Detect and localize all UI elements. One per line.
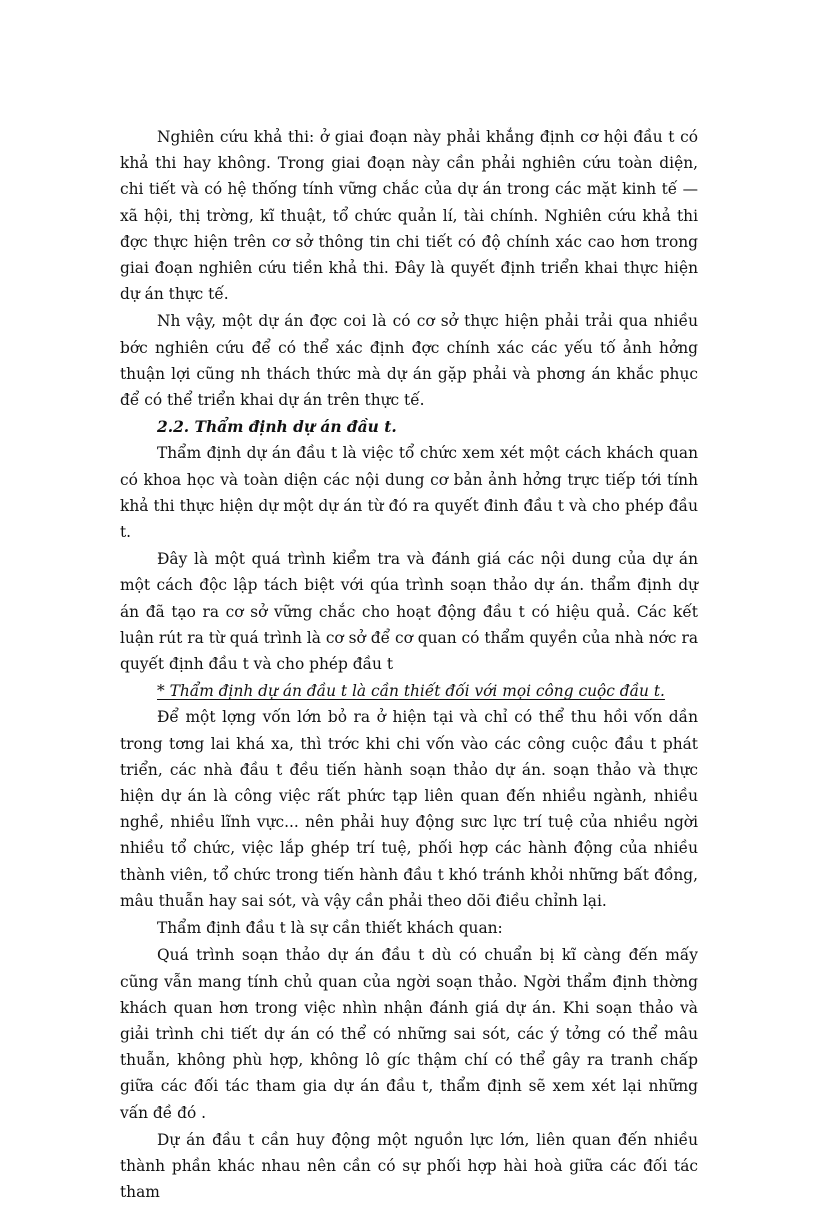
paragraph-appraisal-definition: Thẩm định dự án đầu t là việc tổ chức xem xét một cách khách quan có khoa học và toàn diện các nội dung cơ bản ảnh hởng trực tiếp tới tính khả thi thực hiện dự một dự án từ đó ra quyết đinh đầu t và cho phép đầu t. [120,444,698,542]
document-page [120,124,698,1206]
paragraph-resource-mobilization: Dự án đầu t cần huy động một nguồn lực lớn, liên quan đến nhiều thành phần khác nhau nên cần có sự phối hợp hài hoà giữa các đối tác tham [120,1130,698,1202]
paragraph-project-basis: Nh vậy, một dự án đợc coi là có cơ sở thực hiện phải trải qua nhiều bớc nghiên cứu để có thể xác định đợc chính xác các yếu tố ảnh hởng thuận lợi cũng nh thách thức mà dự án gặp phải và phơng án khắc phục để có thể triển khai dự án trên thực tế. [120,312,698,410]
paragraph-drafting-subjectivity: Quá trình soạn thảo dự án đầu t dù có chuẩn bị kĩ càng đến mấy cũng vẫn mang tính chủ quan của ngời soạn thảo. Ngời thẩm định thờng khách quan hơn trong việc nhìn nhận đánh giá dự án. Khi soạn thảo và giải trình chi tiết dự án có thể có những sai sót, các ý tởng có thể mâu thuẫn, không phù hợp, không lô gíc thậm chí có thể gây ra tranh chấp giữa các đối tác tham gia dự án đầu t, thẩm định sẽ xem xét lại những vấn đề đó . [120,946,698,1122]
paragraph-feasibility-study: Nghiên cứu khả thi: ở giai đoạn này phải khẳng định cơ hội đầu t có khả thi hay không. Trong giai đoạn này cần phải nghiên cứu toàn diện, chi tiết và có hệ thống tính vững chắc của dự án trong các mặt kinh tế — xã hội, thị trờng, kĩ thuật, tổ chức quản lí, tài chính. Nghiên cứu khả thi đợc thực hiện trên cơ sở thông tin chi tiết có độ chính xác cao hơn trong giai đoạn nghiên cứu tiền khả thi. Đây là quyết định triển khai thực hiện dự án thực tế. [120,128,698,304]
paragraph-capital-investment: Để một lợng vốn lớn bỏ ra ở hiện tại và chỉ có thể thu hồi vốn dần trong tơng lai khá xa, thì trớc khi chi vốn vào các công cuộc đầu t phát triển, các nhà đầu t đều tiến hành soạn thảo dự án. soạn thảo và thực hiện dự án là công việc rất phức tạp liên quan đến nhiều ngành, nhiều nghề, nhiều lĩnh vực... nên phải huy động sưc lực trí tuệ của nhiều ngời nhiều tổ chức, việc lắp ghép trí tuệ, phối hợp các hành động của nhiều thành viên, tổ chức trong tiến hành đầu t khó tránh khỏi những bất đồng, mâu thuẫn hay sai sót, và vậy cần phải theo dõi điều chỉnh lại. [120,708,698,910]
paragraph-objective-need: Thẩm định đầu t là sự cần thiết khách quan: [157,919,503,938]
paragraph-appraisal-process: Đây là một quá trình kiểm tra và đánh giá các nội dung của dự án một cách độc lập tách biệt với qúa trình soạn thảo dự án. thẩm định dự án đã tạo ra cơ sở vững chắc cho hoạt động đầu t có hiệu quả. Các kết luận rút ra từ quá trình là cơ sở để cơ quan có thẩm quyền của nhà nớc ra quyết định đầu t và cho phép đầu t [120,550,698,674]
section-heading: 2.2. Thẩm định dự án đầu t. [157,418,397,437]
subheading-appraisal-necessity: * Thẩm định dự án đầu t là cần thiết đối với mọi công cuộc đầu t. [157,682,665,701]
